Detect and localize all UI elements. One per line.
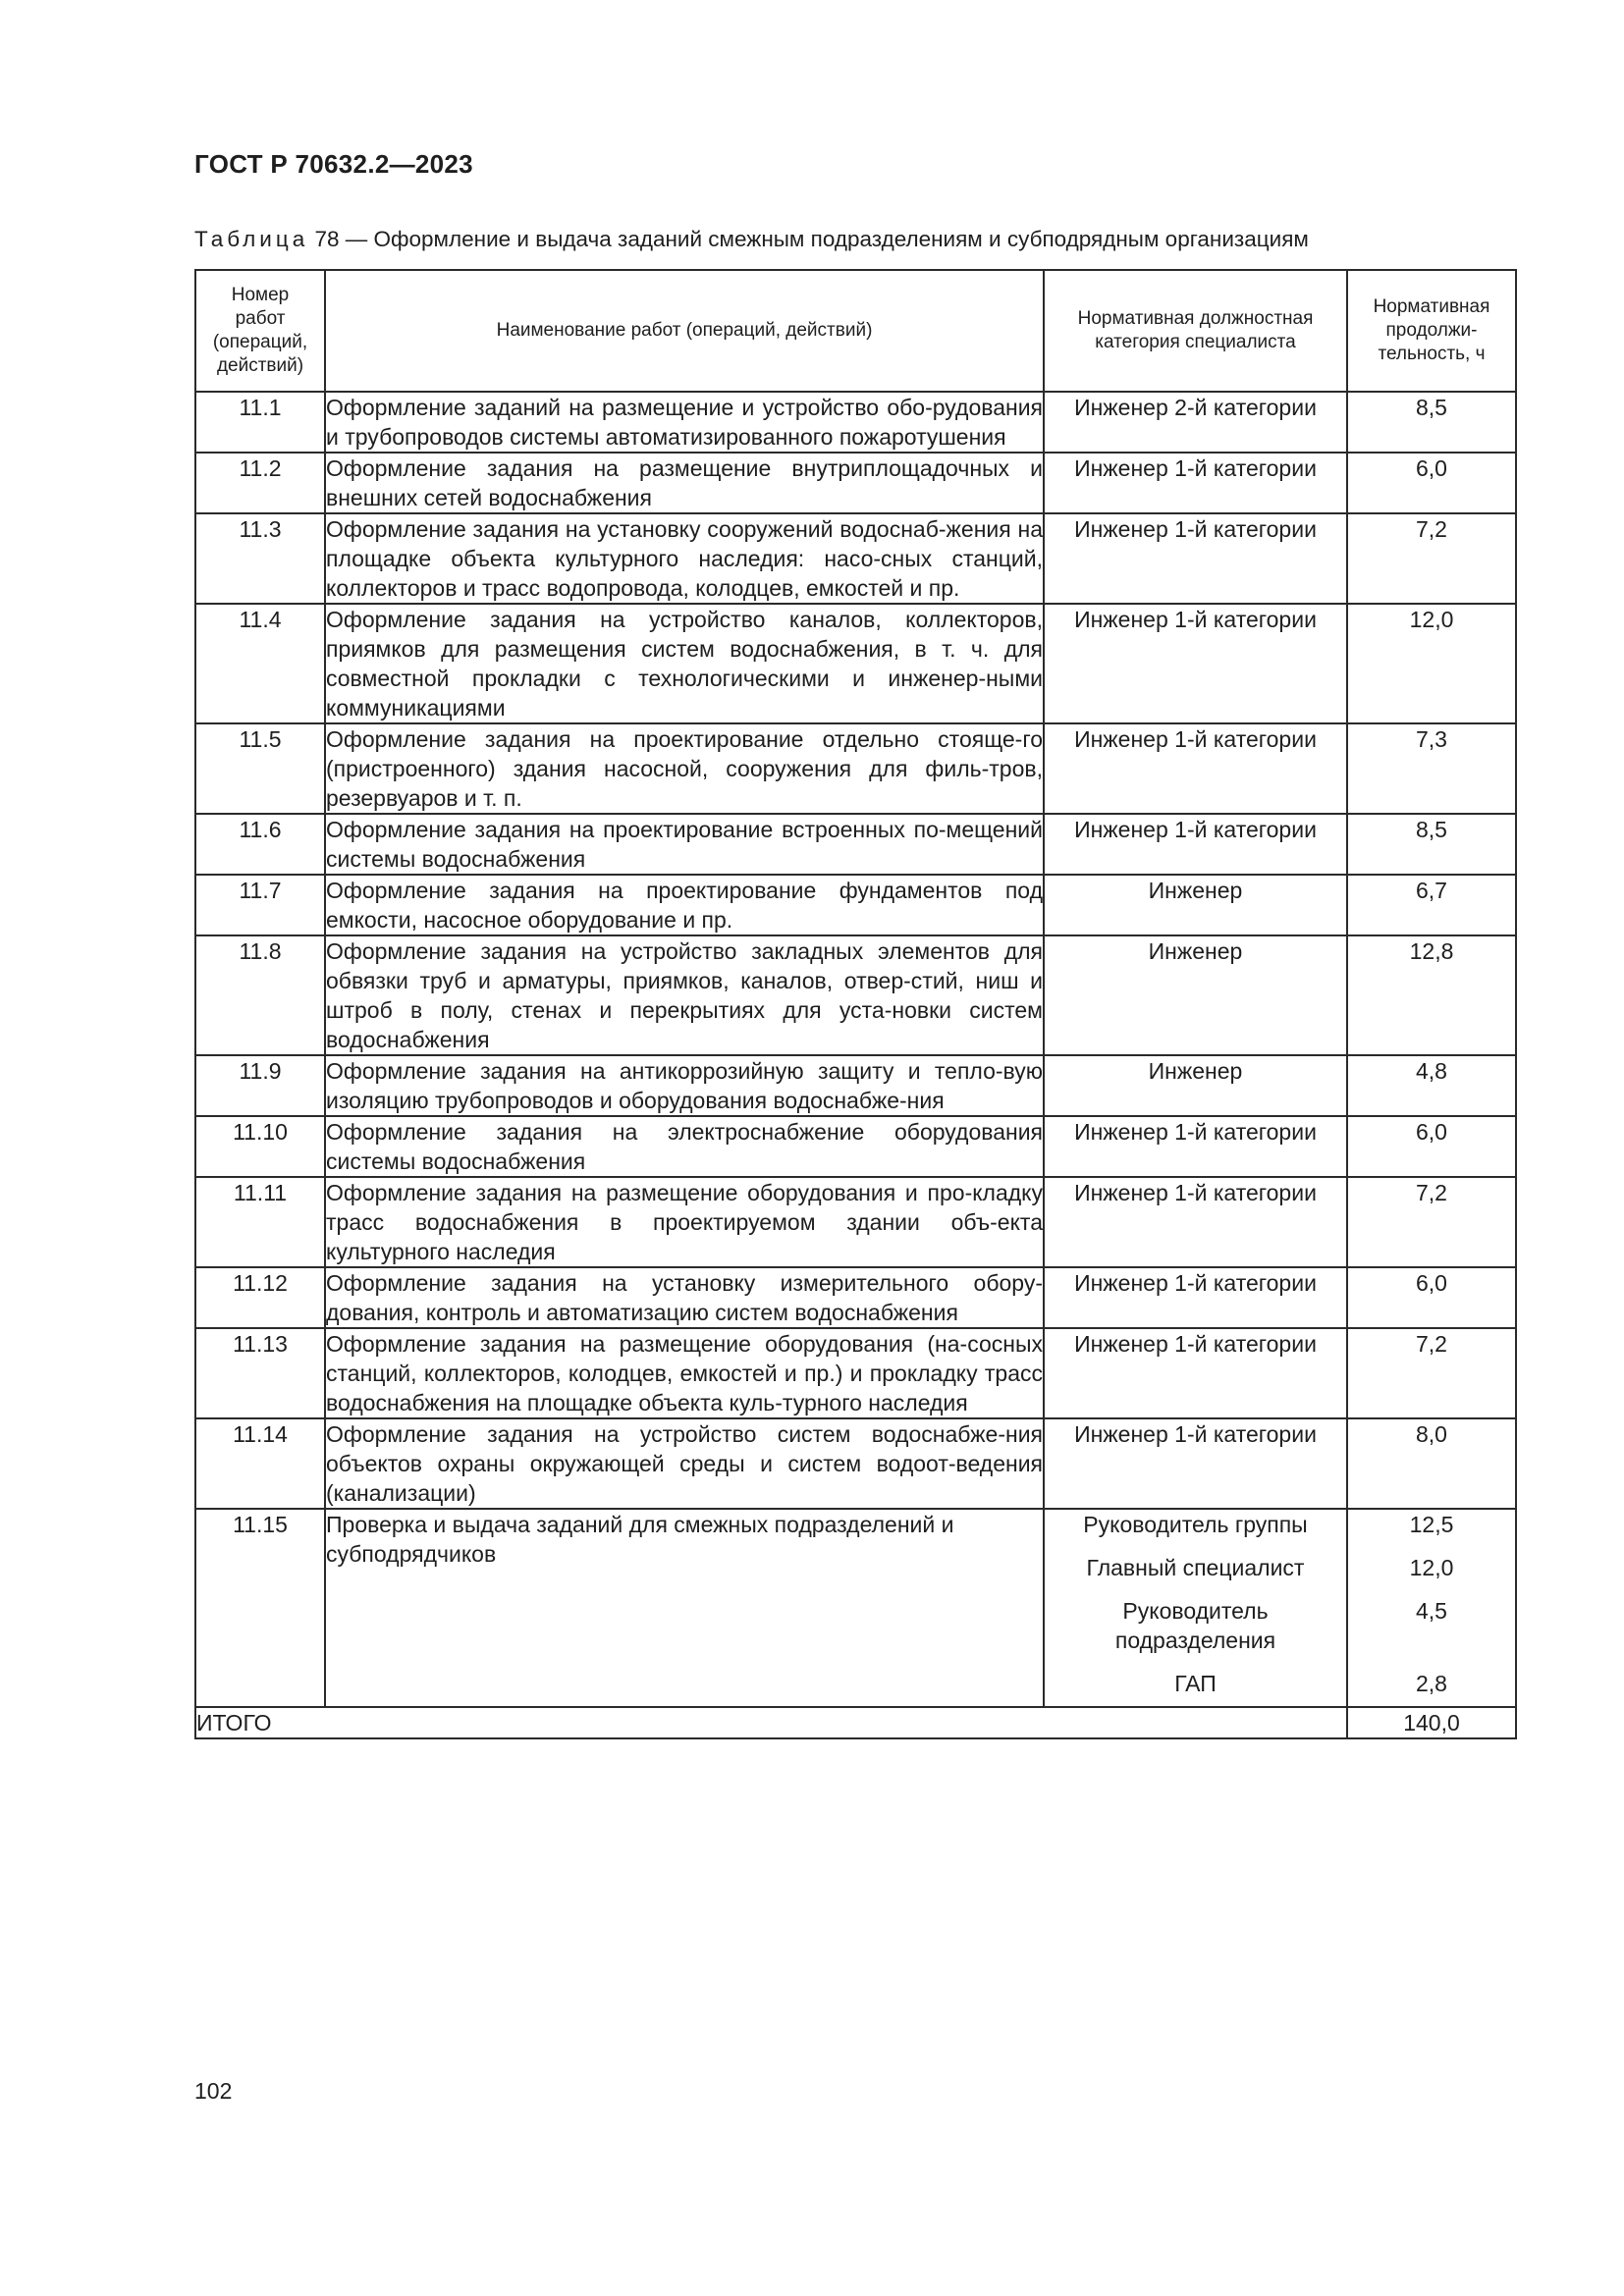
category-entry: ГАП xyxy=(1174,1671,1217,1696)
header-number: Номер работ (операций, действий) xyxy=(195,270,325,392)
row-category: Инженер 2-й категории xyxy=(1044,392,1347,453)
table-row xyxy=(195,723,1516,814)
row-number: 11.5 xyxy=(195,723,325,814)
total-value: 140,0 xyxy=(1347,1707,1516,1738)
row-name: Оформление задания на проектирование отдельно стояще-го (пристроенного) здания насосной, сооружения для филь-тров, резервуаров и т. п. xyxy=(325,723,1044,814)
row-duration: 8,5 xyxy=(1347,392,1516,453)
row-name: Оформление задания на размещение оборудования и про-кладку трасс водоснабжения в проектируемом здании объ-екта культурного наследия xyxy=(325,1177,1044,1267)
works-table xyxy=(194,269,1517,1739)
table-header-row xyxy=(195,270,1516,392)
row-number: 11.11 xyxy=(195,1177,325,1267)
category-entry: Главный специалист xyxy=(1086,1555,1305,1580)
row-number: 11.12 xyxy=(195,1267,325,1328)
total-label: ИТОГО xyxy=(195,1707,1347,1738)
row-name: Проверка и выдача заданий для смежных подразделений и субподрядчиков xyxy=(325,1509,1044,1707)
caption-prefix: Таблица xyxy=(194,227,309,251)
row-name: Оформление задания на размещение оборудования (на-сосных станций, коллекторов, колодцев, емкостей и пр.) и прокладку трасс водоснабжения на площадке объекта куль-турного наследия xyxy=(325,1328,1044,1418)
row-category: Инженер 1-й категории xyxy=(1044,1177,1347,1267)
row-number: 11.6 xyxy=(195,814,325,875)
row-duration: 12,0 xyxy=(1347,604,1516,723)
table-row xyxy=(195,1267,1516,1328)
row-name: Оформление задания на проектирование фундаментов под емкости, насосное оборудование и пр. xyxy=(325,875,1044,935)
row-category: Инженер 1-й категории xyxy=(1044,723,1347,814)
row-category: Инженер 1-й категории xyxy=(1044,453,1347,513)
row-duration: 12,8 xyxy=(1347,935,1516,1055)
row-number: 11.3 xyxy=(195,513,325,604)
page-number: 102 xyxy=(194,2078,233,2104)
header-category: Нормативная должностная категория специалиста xyxy=(1044,270,1347,392)
row-name: Оформление задания на проектирование встроенных по-мещений системы водоснабжения xyxy=(325,814,1044,875)
table-row xyxy=(195,392,1516,453)
row-duration: 6,7 xyxy=(1347,875,1516,935)
row-number: 11.1 xyxy=(195,392,325,453)
table-caption xyxy=(194,227,1309,252)
row-duration: 7,2 xyxy=(1347,1177,1516,1267)
row-duration: 6,0 xyxy=(1347,453,1516,513)
row-category: Инженер 1-й категории xyxy=(1044,604,1347,723)
table-row xyxy=(195,1116,1516,1177)
row-name: Оформление задания на антикоррозийную защиту и тепло-вую изоляцию трубопроводов и оборудования водоснабже-ния xyxy=(325,1055,1044,1116)
row-number: 11.9 xyxy=(195,1055,325,1116)
header-name: Наименование работ (операций, действий) xyxy=(325,270,1044,392)
table-row xyxy=(195,935,1516,1055)
row-category: Инженер 1-й категории xyxy=(1044,1418,1347,1509)
table-row xyxy=(195,604,1516,723)
row-category: Инженер 1-й категории xyxy=(1044,513,1347,604)
row-number: 11.4 xyxy=(195,604,325,723)
row-category: Инженер 1-й категории xyxy=(1044,1116,1347,1177)
total-row xyxy=(195,1707,1516,1738)
row-name: Оформление задания на устройство систем водоснабже-ния объектов охраны окружающей среды и систем водоот-ведения (канализации) xyxy=(325,1418,1044,1509)
row-duration: 8,0 xyxy=(1347,1418,1516,1509)
row-duration: 8,5 xyxy=(1347,814,1516,875)
table-row xyxy=(195,814,1516,875)
row-number: 11.8 xyxy=(195,935,325,1055)
row-category: Инженер 1-й категории xyxy=(1044,814,1347,875)
row-category: Инженер xyxy=(1044,875,1347,935)
row-name: Оформление задания на размещение внутриплощадочных и внешних сетей водоснабжения xyxy=(325,453,1044,513)
row-name: Оформление задания на устройство каналов, коллекторов, приямков для размещения систем водоснабжения, в т. ч. для совместной прокладки с технологическими и инженер-ными коммуникациями xyxy=(325,604,1044,723)
table-row xyxy=(195,513,1516,604)
row-category: Инженер 1-й категории xyxy=(1044,1267,1347,1328)
row-number: 11.10 xyxy=(195,1116,325,1177)
duration-entry: 12,5 xyxy=(1409,1512,1454,1537)
category-entry: Руководитель подразделения xyxy=(1114,1598,1276,1653)
table-row-final xyxy=(195,1509,1516,1707)
table-row xyxy=(195,1418,1516,1509)
table-row xyxy=(195,1177,1516,1267)
row-category: Инженер 1-й категории xyxy=(1044,1328,1347,1418)
table-row xyxy=(195,875,1516,935)
duration-entry: 2,8 xyxy=(1416,1671,1447,1696)
table-row xyxy=(195,1055,1516,1116)
row-name: Оформление задания на установку сооружений водоснаб-жения на площадке объекта культурного наследия: насо-сных станций, коллекторов и трасс водопровода, колодцев, емкостей и пр. xyxy=(325,513,1044,604)
row-name: Оформление задания на электроснабжение оборудования системы водоснабжения xyxy=(325,1116,1044,1177)
row-name: Оформление заданий на размещение и устройство обо-рудования и трубопроводов системы автоматизированного пожаротушения xyxy=(325,392,1044,453)
row-duration: 4,8 xyxy=(1347,1055,1516,1116)
header-duration: Нормативная продолжи-тельность, ч xyxy=(1347,270,1516,392)
row-number: 11.2 xyxy=(195,453,325,513)
row-category: Инженер xyxy=(1044,935,1347,1055)
row-duration: 7,2 xyxy=(1347,1328,1516,1418)
row-number: 11.15 xyxy=(195,1509,325,1707)
row-duration: 7,2 xyxy=(1347,513,1516,604)
row-number: 11.14 xyxy=(195,1418,325,1509)
row-number: 11.7 xyxy=(195,875,325,935)
row-category-list xyxy=(1044,1509,1347,1707)
duration-entry: 4,5 xyxy=(1416,1598,1447,1624)
row-number: 11.13 xyxy=(195,1328,325,1418)
duration-entry: 12,0 xyxy=(1409,1555,1454,1580)
row-name: Оформление задания на установку измерительного обору-дования, контроль и автоматизацию систем водоснабжения xyxy=(325,1267,1044,1328)
row-duration-list xyxy=(1347,1509,1516,1707)
table-row xyxy=(195,1328,1516,1418)
row-category: Инженер xyxy=(1044,1055,1347,1116)
caption-text: 78 — Оформление и выдача заданий смежным подразделениям и субподрядным организациям xyxy=(308,227,1309,251)
row-duration: 6,0 xyxy=(1347,1116,1516,1177)
row-name: Оформление задания на устройство закладных элементов для обвязки труб и арматуры, приямков, каналов, отвер-стий, ниш и штроб в полу, стенах и перекрытиях для уста-новки систем водоснабжения xyxy=(325,935,1044,1055)
table-row xyxy=(195,453,1516,513)
row-duration: 7,3 xyxy=(1347,723,1516,814)
document-header: ГОСТ Р 70632.2—2023 xyxy=(194,149,473,179)
category-entry: Руководитель группы xyxy=(1083,1512,1308,1537)
row-duration: 6,0 xyxy=(1347,1267,1516,1328)
